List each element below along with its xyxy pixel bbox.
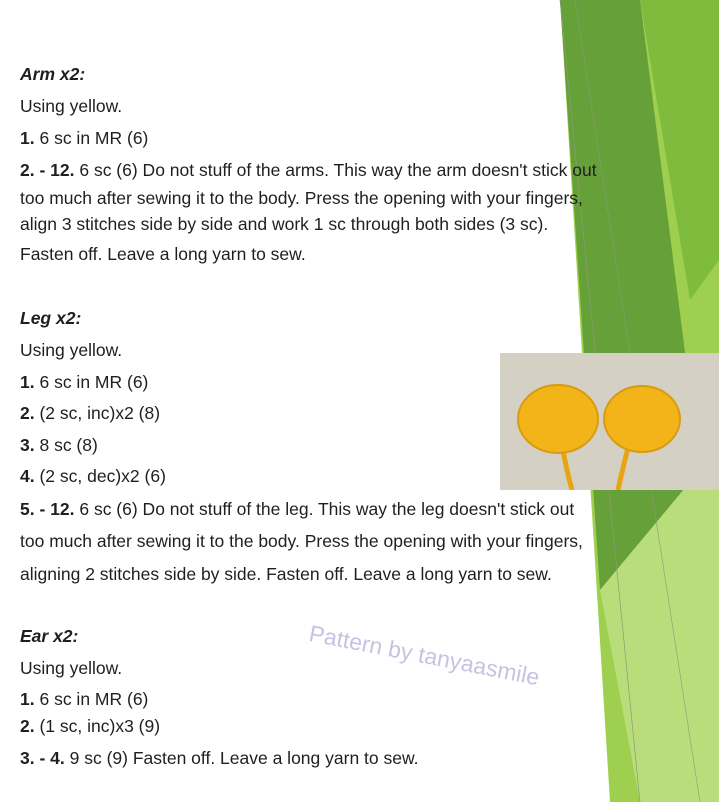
- ear-color-line: Using yellow.: [20, 658, 123, 678]
- step-number: 1.: [20, 372, 35, 392]
- step-text: 6 sc in MR (6): [34, 372, 149, 392]
- step-text: 6 sc (6) Do not stuff of the arms. This way the arm doesn't stick out: [74, 160, 597, 180]
- step-text: 6 sc in MR (6): [34, 128, 149, 148]
- yarn-legs-illustration: [500, 353, 719, 490]
- ear-step-3: [20, 748, 419, 768]
- arm-continuation-2: align 3 stitches side by side and work 1 sc through both sides (3 sc).: [20, 214, 549, 234]
- step-text: 6 sc (6) Do not stuff of the leg. This way the leg doesn't stick out: [74, 499, 575, 519]
- leg-step-3: [20, 435, 98, 455]
- arm-color-line: Using yellow.: [20, 96, 123, 116]
- watermark: Pattern by tanyaasmile: [307, 620, 542, 691]
- step-text: 6 sc in MR (6): [34, 689, 149, 709]
- right-leg-tail: [618, 448, 628, 490]
- leg-color-line: Using yellow.: [20, 340, 123, 360]
- arm-step-1: [20, 128, 148, 148]
- step-text: 9 sc (9) Fasten off. Leave a long yarn to sew.: [64, 748, 419, 768]
- leg-step-2: [20, 403, 160, 423]
- step-number: 4.: [20, 466, 35, 486]
- leg-continuation-2: aligning 2 stitches side by side. Fasten off. Leave a long yarn to sew.: [20, 564, 552, 584]
- arm-continuation-1: too much after sewing it to the body. Press the opening with your fingers,: [20, 188, 583, 208]
- step-text: (2 sc, inc)x2 (8): [34, 403, 161, 423]
- arm-heading: Arm x2:: [20, 64, 86, 84]
- step-number: 3.: [20, 435, 35, 455]
- crochet-legs-photo: [500, 353, 719, 490]
- step-text: (1 sc, inc)x3 (9): [34, 716, 161, 736]
- step-number: 3. - 4.: [20, 748, 65, 768]
- left-leg-piece: [518, 385, 598, 453]
- arm-step-2: [20, 160, 597, 180]
- ear-heading: Ear x2:: [20, 626, 79, 646]
- step-number: 1.: [20, 689, 35, 709]
- step-number: 1.: [20, 128, 35, 148]
- step-number: 2.: [20, 403, 35, 423]
- leg-step-4: [20, 466, 166, 486]
- step-text: 8 sc (8): [34, 435, 98, 455]
- leg-step-1: [20, 372, 148, 392]
- ear-step-2: [20, 716, 160, 736]
- step-number: 5. - 12.: [20, 499, 75, 519]
- leg-continuation-1: too much after sewing it to the body. Press the opening with your fingers,: [20, 531, 583, 551]
- arm-continuation-3: Fasten off. Leave a long yarn to sew.: [20, 244, 306, 264]
- leg-heading: Leg x2:: [20, 308, 82, 328]
- right-leg-piece: [604, 386, 680, 452]
- ear-step-1: [20, 689, 148, 709]
- step-number: 2. - 12.: [20, 160, 75, 180]
- leg-step-5: [20, 499, 574, 519]
- step-text: (2 sc, dec)x2 (6): [34, 466, 166, 486]
- step-number: 2.: [20, 716, 35, 736]
